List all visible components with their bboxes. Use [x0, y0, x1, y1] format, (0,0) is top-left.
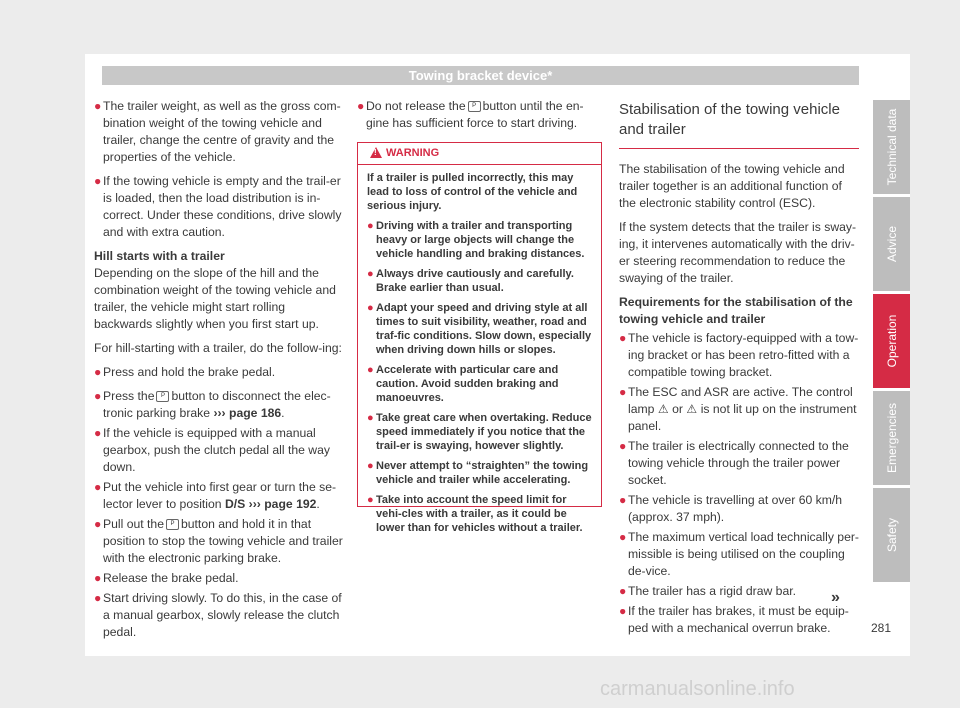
esc-off-lamp-icon: ⚠	[686, 402, 698, 416]
bullet-icon: ●	[367, 364, 374, 376]
paragraph: The stabilisation of the towing vehicle and trailer together is an additional function of the electronic stability control (ESC).	[619, 162, 845, 210]
warning-box	[357, 142, 602, 534]
list-item: ● Do not release the P button until the en-gine has sufficient force to start driving.	[357, 99, 584, 130]
list-item: ● The vehicle is travelling at over 60 km/h (approx. 37 mph).	[619, 493, 843, 524]
column-left	[94, 98, 346, 648]
section-title: Stabilisation of the towing vehicle and trailer	[619, 100, 859, 149]
warning-label: WARNING	[386, 147, 440, 159]
warning-header	[358, 143, 601, 165]
list-item: ● Pull out the P button and hold it in that position to stop the towing vehicle and trailer with the electronic parking brake.	[94, 517, 343, 565]
list-item: ● The ESC and ASR are active. The control lamp ⚠ or ⚠ is not lit up on the instrument panel.	[619, 385, 857, 433]
tab-safety[interactable]: Safety	[873, 488, 910, 582]
bullet-icon: ●	[94, 99, 102, 113]
continued-marker: »	[831, 589, 840, 606]
bullet-icon: ●	[619, 439, 627, 453]
list-item: ● Press the P button to disconnect the elec-tronic parking brake ››› page 186.	[94, 389, 331, 420]
bullet-icon: ●	[367, 494, 374, 506]
warning-intro: If a trailer is pulled incorrectly, this may lead to loss of control of the vehicle and serious injury.	[367, 172, 578, 212]
list-item: ● If the towing vehicle is empty and the trail-er is loaded, then the load distribution is in-correct. Under these conditions, drive slowly and with extra caution.	[94, 174, 342, 239]
paragraph: If the system detects that the trailer is sway-ing, it intervenes automatically with the driv-er steering recommendation to reduce the swaying of the trailer.	[619, 220, 857, 285]
tab-operation[interactable]: Operation	[873, 294, 910, 388]
list-item: ● The trailer weight, as well as the gross com-bination weight of the towing vehicle and trailer, change the centre of gravity and the properties of the vehicle.	[94, 99, 341, 164]
bullet-icon: ●	[367, 302, 374, 314]
list-item: ● If the trailer has brakes, it must be equip-ped with a mechanical overrun brake.	[619, 604, 849, 635]
bullet-icon: ●	[619, 385, 627, 399]
warning-item: ● Always drive cautiously and carefully. Brake earlier than usual.	[367, 268, 574, 294]
warning-body	[358, 165, 601, 547]
list-item: ● Release the brake pedal.	[94, 571, 239, 585]
chapter-tabs	[873, 100, 910, 585]
bullet-icon: ●	[619, 530, 627, 544]
tab-emergencies[interactable]: Emergencies	[873, 391, 910, 485]
bullet-icon: ●	[94, 591, 102, 605]
parking-brake-button-icon: P	[156, 391, 169, 402]
bullet-icon: ●	[367, 460, 374, 472]
parking-brake-button-icon: P	[468, 101, 481, 112]
warning-item: ● Driving with a trailer and transporting heavy or large objects will change the vehicle handling and braking distances.	[367, 220, 585, 260]
subheading-hill-starts: Hill starts with a trailer	[94, 249, 225, 263]
tab-technical-data[interactable]: Technical data	[873, 100, 910, 194]
list-item: ● The trailer has a rigid draw bar.	[619, 584, 796, 598]
tab-advice[interactable]: Advice	[873, 197, 910, 291]
list-item: ● If the vehicle is equipped with a manual gearbox, push the clutch pedal all the way down.	[94, 426, 330, 474]
warning-item: ● Adapt your speed and driving style at all times to suit visibility, weather, road and traf-fic conditions. Slow down, especially when driving down hills or slopes.	[367, 302, 592, 356]
parking-brake-button-icon: P	[166, 519, 179, 530]
page-link[interactable]: ››› page 192	[248, 497, 317, 511]
page-link[interactable]: ››› page 186	[213, 406, 282, 420]
bullet-icon: ●	[619, 604, 627, 618]
bullet-icon: ●	[367, 220, 374, 232]
bullet-icon: ●	[619, 331, 627, 345]
watermark: carmanualsonline.info	[600, 678, 795, 700]
list-item: ● The trailer is electrically connected to the towing vehicle through the trailer power socket.	[619, 439, 849, 487]
warning-item: ● Take great care when overtaking. Reduce speed immediately if you notice that the trail-er is swaying, however slightly.	[367, 412, 592, 452]
warning-item: ● Accelerate with particular care and caution. Avoid sudden braking and manoeuvres.	[367, 364, 559, 404]
warning-item: ● Take into account the speed limit for vehi-cles with a trailer, as it could be lower than for vehicles without a trailer.	[367, 494, 583, 534]
warning-triangle-icon	[370, 147, 382, 158]
bullet-icon: ●	[94, 365, 102, 379]
bullet-icon: ●	[94, 480, 102, 494]
bullet-icon: ●	[619, 584, 627, 598]
paragraph: Depending on the slope of the hill and the combination weight of the towing vehicle and trailer, the vehicle might start rolling backwards slightly when you first start up.	[94, 266, 336, 331]
bullet-icon: ●	[619, 493, 627, 507]
bullet-icon: ●	[367, 268, 374, 280]
list-item: ● Press and hold the brake pedal.	[94, 365, 276, 379]
gear-position: D/S	[224, 497, 246, 511]
warning-item: ● Never attempt to “straighten” the towing vehicle and trailer while accelerating.	[367, 460, 589, 486]
bullet-icon: ●	[94, 571, 102, 585]
list-item: ● Put the vehicle into first gear or turn the se-lector lever to position D/S ››› page 192.	[94, 480, 337, 511]
column-right	[619, 100, 859, 640]
subheading-requirements: Requirements for the stabilisation of the towing vehicle and trailer	[619, 295, 853, 326]
column-middle	[357, 98, 602, 139]
list-item: ● The vehicle is factory-equipped with a tow-ing bracket or has been retro-fitted with a compatible towing bracket.	[619, 331, 859, 379]
stability-lamp-icon: ⚠	[657, 402, 669, 416]
list-item: ● Start driving slowly. To do this, in the case of a manual gearbox, slowly release the clutch pedal.	[94, 591, 342, 639]
bullet-icon: ●	[357, 99, 365, 113]
bullet-icon: ●	[367, 412, 374, 424]
bullet-icon: ●	[94, 174, 102, 188]
paragraph: For hill-starting with a trailer, do the follow-ing:	[94, 341, 342, 355]
page-header: Towing bracket device*	[102, 66, 859, 85]
bullet-icon: ●	[94, 389, 102, 403]
bullet-icon: ●	[94, 426, 102, 440]
list-item: ● The maximum vertical load technically per-missible is being utilised on the coupling de-vice.	[619, 530, 859, 578]
bullet-icon: ●	[94, 517, 102, 531]
page-number: 281	[871, 621, 892, 635]
